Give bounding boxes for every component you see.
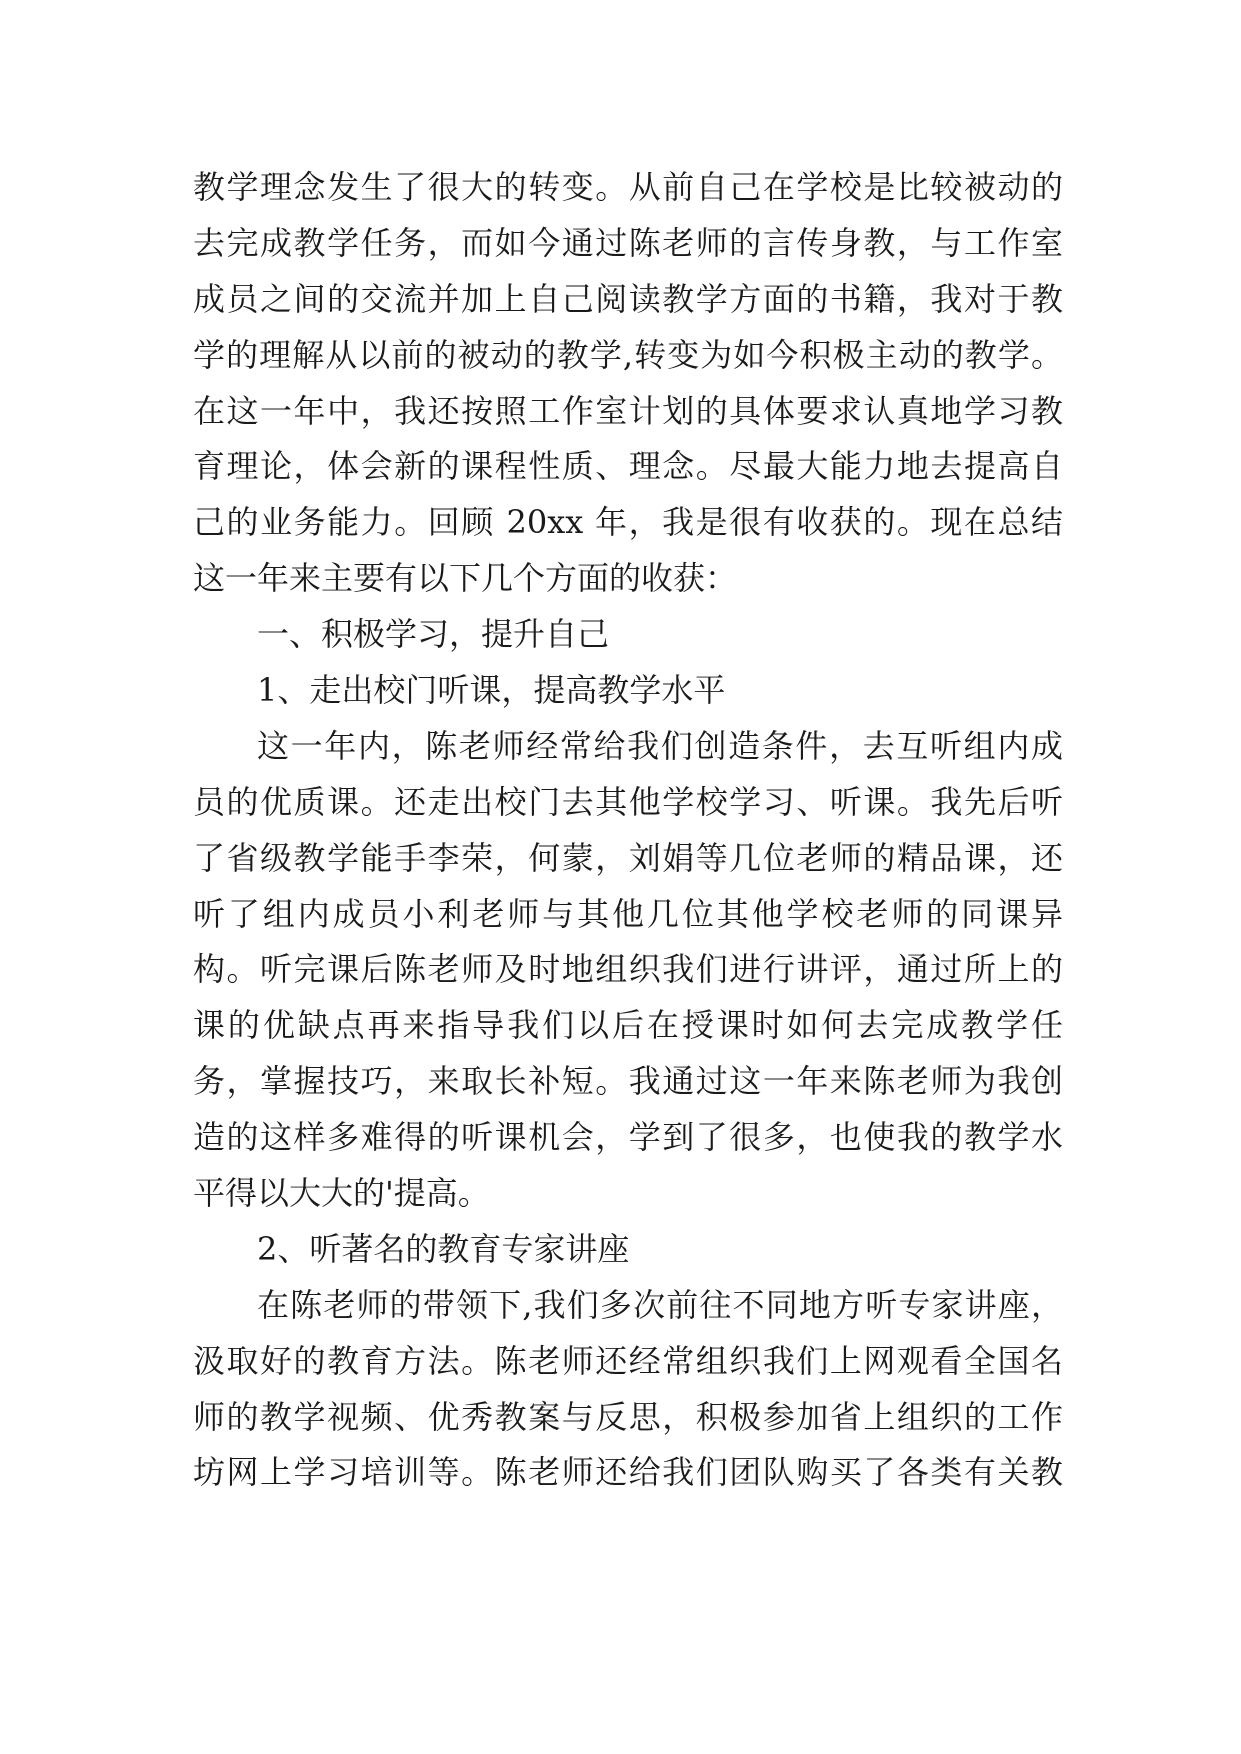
text-line: 平得以大大的'提高。 [193, 1174, 490, 1213]
paragraph-first-line: 在陈老师的带领下,我们多次前往不同地方听专家讲座， [257, 1285, 1063, 1324]
text-line: 在这一年中，我还按照工作室计划的具体要求认真地学习教 [193, 391, 1063, 430]
paragraph-first-line: 这一年内，陈老师经常给我们创造条件，去互听组内成 [257, 726, 1063, 765]
subsection-heading: 2、听著名的教育专家讲座 [257, 1229, 630, 1268]
text-line: 去完成教学任务，而如今通过陈老师的言传身教，与工作室 [193, 223, 1063, 262]
text-line: 学的理解从以前的被动的教学,转变为如今积极主动的教学。 [193, 335, 1063, 374]
text-line: 这一年来主要有以下几个方面的收获： [193, 559, 738, 598]
text-line: 构。听完课后陈老师及时地组织我们进行讲评，通过所上的 [193, 950, 1063, 989]
text-line: 务，掌握技巧，来取长补短。我通过这一年来陈老师为我创 [193, 1062, 1063, 1101]
text-line: 育理论，体会新的课程性质、理念。尽最大能力地去提高自 [193, 447, 1063, 486]
text-line: 成员之间的交流并加上自己阅读教学方面的书籍，我对于教 [193, 279, 1063, 318]
text-line: 了省级教学能手李荣，何蒙，刘娟等几位老师的精品课，还 [193, 838, 1063, 877]
text-line: 师的教学视频、优秀教案与反思，积极参加省上组织的工作 [193, 1397, 1063, 1436]
text-line: 汲取好的教育方法。陈老师还经常组织我们上网观看全国名 [193, 1341, 1063, 1380]
text-line: 己的业务能力。回顾 20xx 年，我是很有收获的。现在总结 [193, 503, 1063, 542]
text-line: 课的优缺点再来指导我们以后在授课时如何去完成教学任 [193, 1006, 1063, 1045]
text-line: 坊网上学习培训等。陈老师还给我们团队购买了各类有关教 [193, 1453, 1063, 1492]
text-line: 造的这样多难得的听课机会，学到了很多，也使我的教学水 [193, 1118, 1063, 1157]
section-heading: 一、积极学习，提升自己 [257, 615, 610, 654]
document-body [193, 160, 1063, 1501]
text-line: 教学理念发生了很大的转变。从前自己在学校是比较被动的 [193, 168, 1063, 206]
subsection-heading: 1、走出校门听课，提高教学水平 [257, 671, 726, 710]
text-line: 员的优质课。还走出校门去其他学校学习、听课。我先后听 [193, 782, 1063, 821]
text-line: 听了组内成员小利老师与其他几位其他学校老师的同课异 [193, 894, 1063, 933]
